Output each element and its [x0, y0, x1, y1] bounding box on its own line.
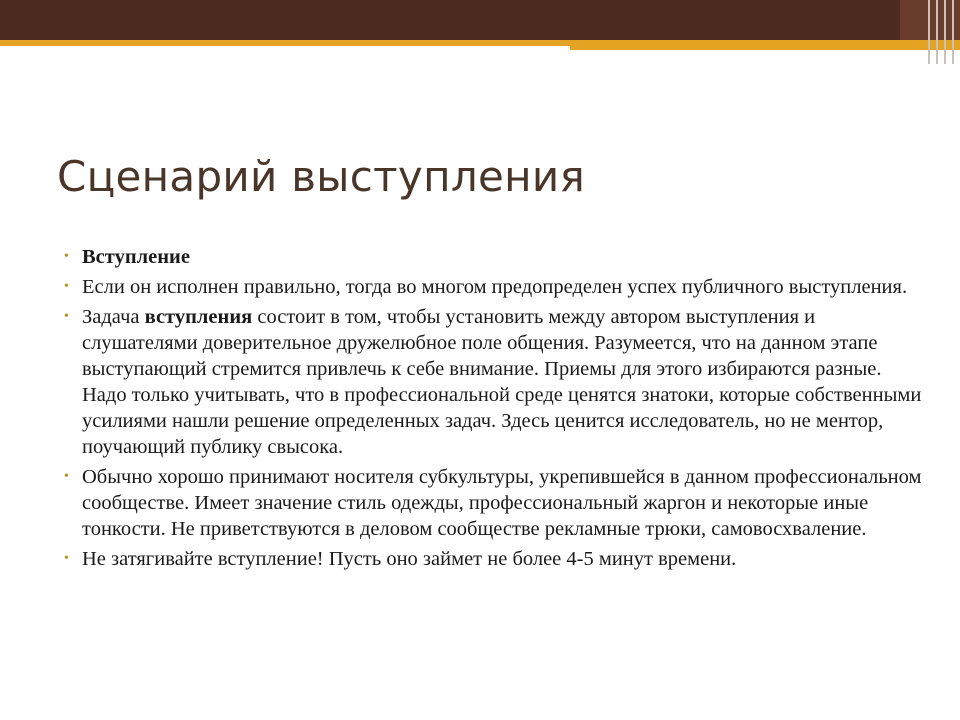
bullet-item: [62, 304, 922, 460]
decor-line: [936, 0, 938, 64]
bullet-dot-icon: •: [64, 469, 69, 484]
bullet-heading: Вступление: [82, 246, 190, 268]
accent-stripe-lower: [570, 46, 960, 50]
slide-title: Сценарий выступления: [57, 152, 586, 201]
bullet-list: [62, 244, 922, 576]
header-bar: [0, 0, 960, 40]
bullet-item: [62, 546, 922, 572]
bullet-text-strong: вступления: [144, 306, 253, 328]
bullet-text: Обычно хорошо принимают носителя субкультуры, укрепившейся в данном профессиональном сообществе. Имеет значение стиль одежды, профессиональный жаргон и некоторые иные тонкости. Не приветствуются в деловом сообществе рекламные трюки, самовосхваление.: [82, 466, 922, 540]
decor-line: [952, 0, 954, 64]
bullet-item: [62, 244, 922, 270]
bullet-dot-icon: •: [64, 249, 69, 264]
bullet-dot-icon: •: [64, 279, 69, 294]
bullet-item: [62, 464, 922, 542]
bullet-dot-icon: •: [64, 309, 69, 324]
bullet-dot-icon: •: [64, 551, 69, 566]
bullet-text: Если он исполнен правильно, тогда во многом предопределен успех публичного выступления.: [82, 276, 908, 298]
header-bar-end-block: [900, 0, 960, 40]
bullet-text-after: состоит в том, чтобы установить между автором выступления и слушателями доверительное дружелюбное поле общения. Разумеется, что на данном этапе выступающий стремится привлечь к себе внимание. Приемы для этого избираются разные. Надо только учитывать, что в профессиональной среде ценятся знатоки, которые собственными усилиями нашли решение определенных задач. Здесь ценится исследователь, но не ментор, поучающий публику свысока.: [82, 306, 922, 458]
bullet-text-before: Задача: [82, 306, 145, 328]
bullet-text: Не затягивайте вступление! Пусть оно займет не более 4-5 минут времени.: [82, 548, 737, 570]
decor-line: [944, 0, 946, 64]
bullet-item: [62, 274, 922, 300]
decor-line: [928, 0, 930, 64]
